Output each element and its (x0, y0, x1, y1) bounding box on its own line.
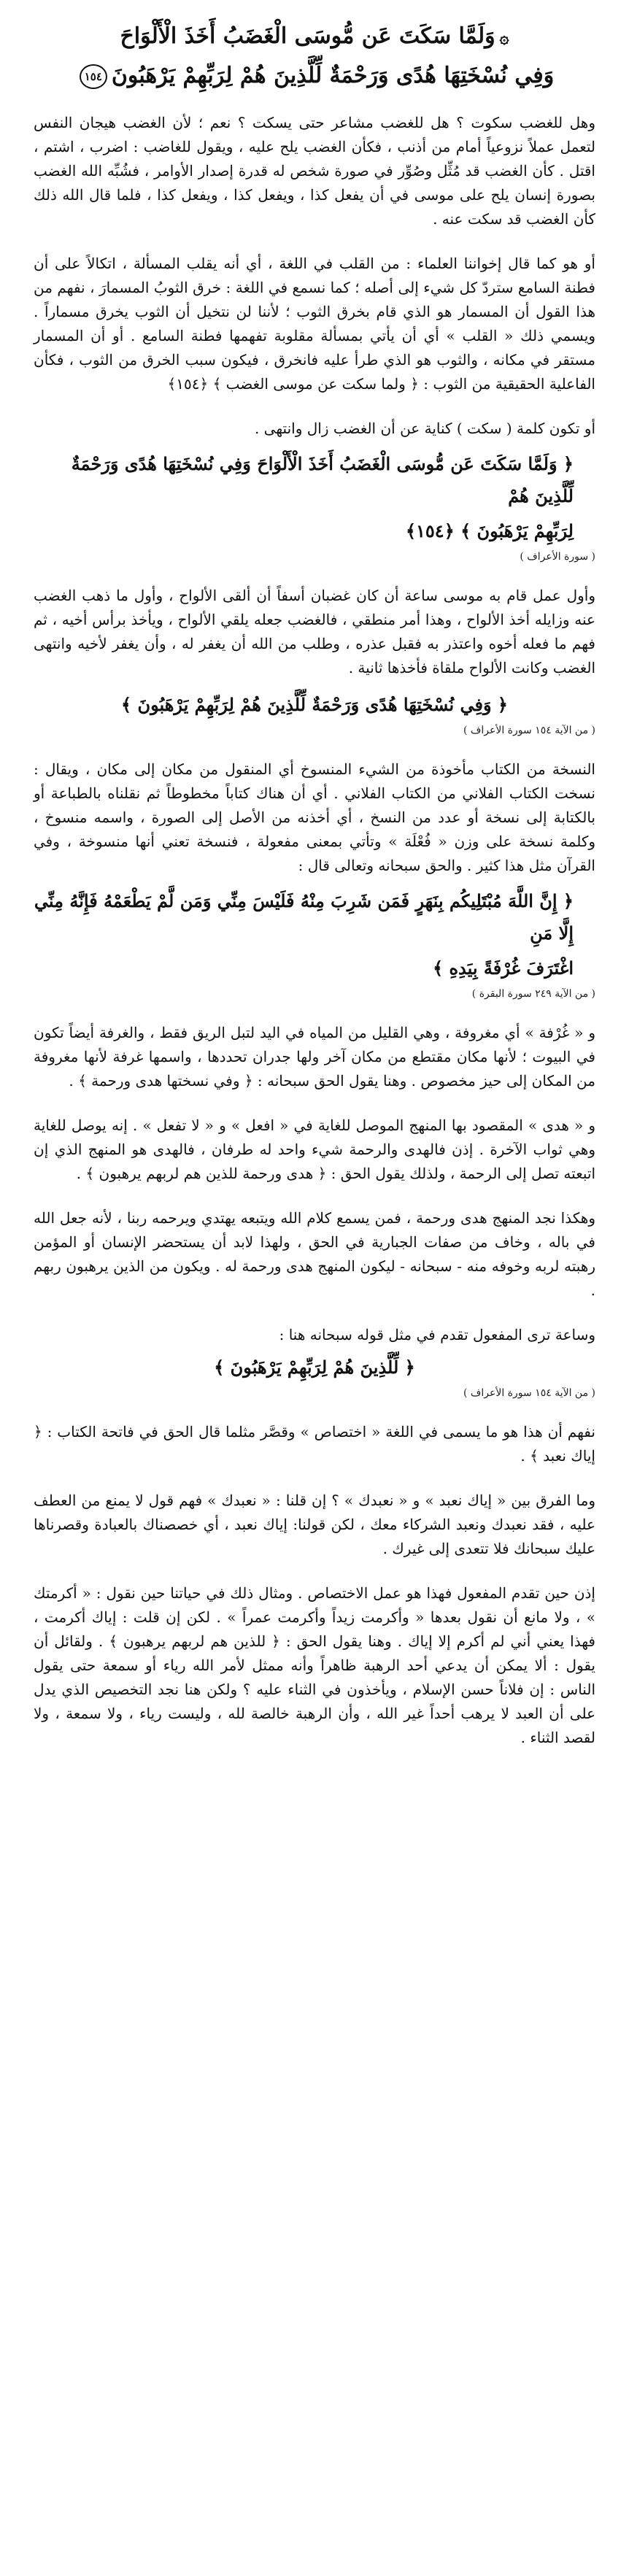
paragraph-6: و « غُرْفة » أي مغروفة ، وهي القليل من المياه في اليد لتبل الريق فقط ، والغرفة أيضاً تكون في البيوت ؛ لأنها مكان مقتطع من مكان آخر ولها جدران تحددها ، واسمها غرفة لأنها مغروفة من المكان إلى حيز مخصوص . وهنا يقول الحق سبحانه : ﴿ وفي نسختها هدى ورحمة ﴾ . (34, 1024, 595, 1090)
verse-line-1 (34, 18, 595, 57)
quote-1-line-1: ﴿ وَلَمَّا سَكَتَ عَن مُّوسَى الْغَضَبُ أَخَذَ الْأَلْوَاحَ وَفِي نُسْخَتِهَا هُدًى وَرَحْمَةٌ لِّلَّذِينَ هُمْ (71, 453, 574, 506)
paragraph-4: وأول عمل قام به موسى ساعة أن كان غضبان أسفاً أن ألقى الألواح ، وأول ما ذهب الغضب عنه وزايله أخذ الألواح ، وهذا أمر منطقي ، فالغضب جعله يلقي الألواح ، ويأخذ برأس أخيه ، ثم فهم ما فعله أخوه واعتذر به فقبل عذره ، وطلب من الله أن يغفر له ، وأن يغفر لأخيه وانتهى الغضب وكانت الألواح ملقاة فأخذها ثانية . (34, 587, 595, 676)
paragraph-8: وهكذا نجد المنهج هدى ورحمة ، فمن يسمع كلام الله ويتبعه يهتدي ويرحمه ربنا ، لأنه جعل الله في باله ، وخاف من صفات الجبارية في الحق ، ولهذا لابد أن يستحضر الإنسان أو المؤمن رهبته لربه وخوفه منه - سبحانه - ليكون المنهج هدى ورحمة له . ويكون من الذين يرهبون ربهم . (34, 1209, 595, 1299)
quote-3-line-2: اغْتَرَفَ غُرْفَةً بِيَدِهِ ﴾ (433, 957, 574, 979)
paragraph-12: إذن حين تقدم المفعول فهذا هو عمل الاختصاص . ومثال ذلك في حياتنا حين نقول : « أكرمتك » ، ولا مانع أن نقول بعدها « وأكرمت زيداً وأكرمت عمراً » . لكن إن قلت : إياك أكرمت ، فهذا يعني أني لم أكرم إلا إياك . وهنا يقول الحق : ﴿ للذين هم لربهم يرهبون ﴾ . ولقائل أن يقول : ألا يمكن أن يدعي أحد الرهبة ظاهراً وأنه ممثل لأمر الله رياء أو سمعة حتى يقول الناس : إن فلاناً حسن الإسلام ، ويأخذون في الثناء عليه ؟ ولكن هنا نجد التخصيص الذي يدل على أن العبد لا يرهب أحداً غير الله ، وأن الرهبة خالصة لله ، وليست رياء ، ولا سمعة ، ولا لقصد الثناء . (34, 1584, 595, 1746)
quote-1-reference: ( سورة الأعراف ) (520, 551, 595, 563)
section-mark-icon: ۞ (499, 28, 509, 47)
quote-4: ﴿ لِّلَّذِينَ هُمْ لِرَبِّهِمْ يَرْهَبُونَ ﴾ (214, 1357, 415, 1378)
paragraph-5: النسخة من الكتاب مأخوذة من الشيء المنسوخ أي المنقول من مكان إلى مكان ، ويقال : نسخت الكتاب الفلاني من الكتاب الفلاني . أي أن هناك كتاباً مخطوطاً ثم نقلناه بالطباعة أو بالكتابة إلى نسخة أو عدد من النسخ ، أي أخذنه من الأصل إلى الصورة ، واسمه منسوخ ، وكلمة نسخة على وزن « فُعْلَة » وتأتي بمعنى مفعولة ، فنسخة تعني أنها منسوخة ، وفي القرآن مثل هذا كثير . والحق سبحانه وتعالى قال : (34, 760, 595, 874)
quote-block-2 (34, 689, 595, 739)
quote-block-4 (34, 1351, 595, 1401)
verse-line-1-text: وَلَمَّا سَكَتَ عَن مُّوسَى الْغَضَبُ أَخَذَ الْأَلْوَاحَ (120, 23, 495, 49)
quote-4-reference: ( من الآية ١٥٤ سورة الأعراف ) (463, 1387, 595, 1399)
quote-3-line-1: ﴿ إِنَّ اللَّهَ مُبْتَلِيكُم بِنَهَرٍ فَمَن شَرِبَ مِنْهُ فَلَيْسَ مِنِّي وَمَن لَّمْ يَطْعَمْهُ فَإِنَّهُ مِنِّي إِلَّا مَنِ (34, 890, 574, 944)
paragraph-1: وهل للغضب سكوت ؟ هل للغضب مشاعر حتى يسكت ؟ نعم ؛ لأن الغضب هيجان النفس لتعمل عملاً نزوعياً أمام من أذنب ، فكأن الغضب يلح عليه ، ويقول للغاضب : اضرب ، اشتم ، اقتل . كأن الغضب قد مُثِّل وصُوِّر في صورة شخص له قدرة إصدار الأوامر ، فشُبِّه الله الغضب بصورة إنسان يلح على موسى في أن يفعل كذا ، ويفعل كذا ، ويفعل كذا ، فلما قال الله ذلك كأن الغضب قد سكت عنه . (34, 114, 595, 228)
paragraph-9: وساعة ترى المفعول تقدم في مثل قوله سبحانه هنا : (279, 1326, 595, 1343)
verse-line-2 (34, 57, 595, 95)
paragraph-11: وما الفرق بين « إياك نعبد » و « نعبدك » ؟ إن قلنا : « نعبدك » فهم قول لا يمنع من العطف عليه ، فقد نعبدك ونعبد الشركاء معك ، لكن قولنا: إياك نعبد ، أي خصصناك بالعبادة وقصرناها عليك سبحانك فلا تتعدى إلى غيرك . (34, 1492, 595, 1557)
paragraph-10: نفهم أن هذا هو ما يسمى في اللغة « اختصاص » وقصَّر مثلما قال الحق في فاتحة الكتاب : ﴿ إياك نعبد ﴾ . (34, 1423, 595, 1465)
verse-line-2-text: وَفِي نُسْخَتِهَا هُدًى وَرَحْمَةٌ لِّلَّذِينَ هُمْ لِرَبِّهِمْ يَرْهَبُونَ (111, 63, 555, 88)
quote-2-reference: ( من الآية ١٥٤ سورة الأعراف ) (463, 725, 595, 736)
quote-1-line-2: لِرَبِّهِمْ يَرْهَبُونَ ﴾ ﴿١٥٤﴾ (405, 520, 574, 541)
paragraph-2: أو هو كما قال إخواننا العلماء : من القلب في اللغة ، أي أنه يقلب المسألة ، اتكالاً على أن فطنة السامع ستردّ كل شيء إلى أصله ؛ كما نسمع في اللغة : خرق الثوبُ المسمارَ ، نفهم من هذا القول أن المسمار هو الذي قام بخرق الثوب ؛ لأننا لن نتخيل أن الثوب يخرق مسماراً . ويسمي ذلك « القلب » أي أن يأتي بمسألة مقلوبة تفهمها فطنة السامع . أو أن المسمار مستقر في مكانه ، والثوب هو الذي طرأ عليه فانخرق ، فيكون سبب الخرق من الثوب ، فكأن الفاعلية الحقيقية من الثوب : ﴿ ولما سكت عن موسى الغضب ﴾ ﴿١٥٤﴾ (34, 255, 595, 393)
quote-block-1 (34, 448, 595, 565)
ayah-number-badge: ١٥٤ (80, 64, 107, 89)
paragraph-3: أو تكون كلمة ( سكت ) كناية عن أن الغضب زال وانتهى . (254, 420, 595, 437)
quote-2: ﴿ وَفِي نُسْخَتِهَا هُدًى وَرَحْمَةٌ لِّلَّذِينَ هُمْ لِرَبِّهِمْ يَرْهَبُونَ ﴾ (121, 694, 508, 715)
quote-3-reference: ( من الآية ٢٤٩ سورة البقرة ) (471, 988, 595, 1000)
paragraph-7: و « هدى » المقصود بها المنهج الموصل للغاية في « افعل » و « لا تفعل » . إنه يوصل للغاية وهي ثواب الآخرة . إذن فالهدى والرحمة شيء واحد له طرفان ، فالهدى هو المنهج الذي إن اتبعته تصل إلى الرحمة ، ولذلك يقول الحق : ﴿ هدى ورحمة للذين هم لربهم يرهبون ﴾ . (34, 1117, 595, 1182)
verse-header (34, 18, 595, 95)
quote-block-3 (34, 885, 595, 1002)
